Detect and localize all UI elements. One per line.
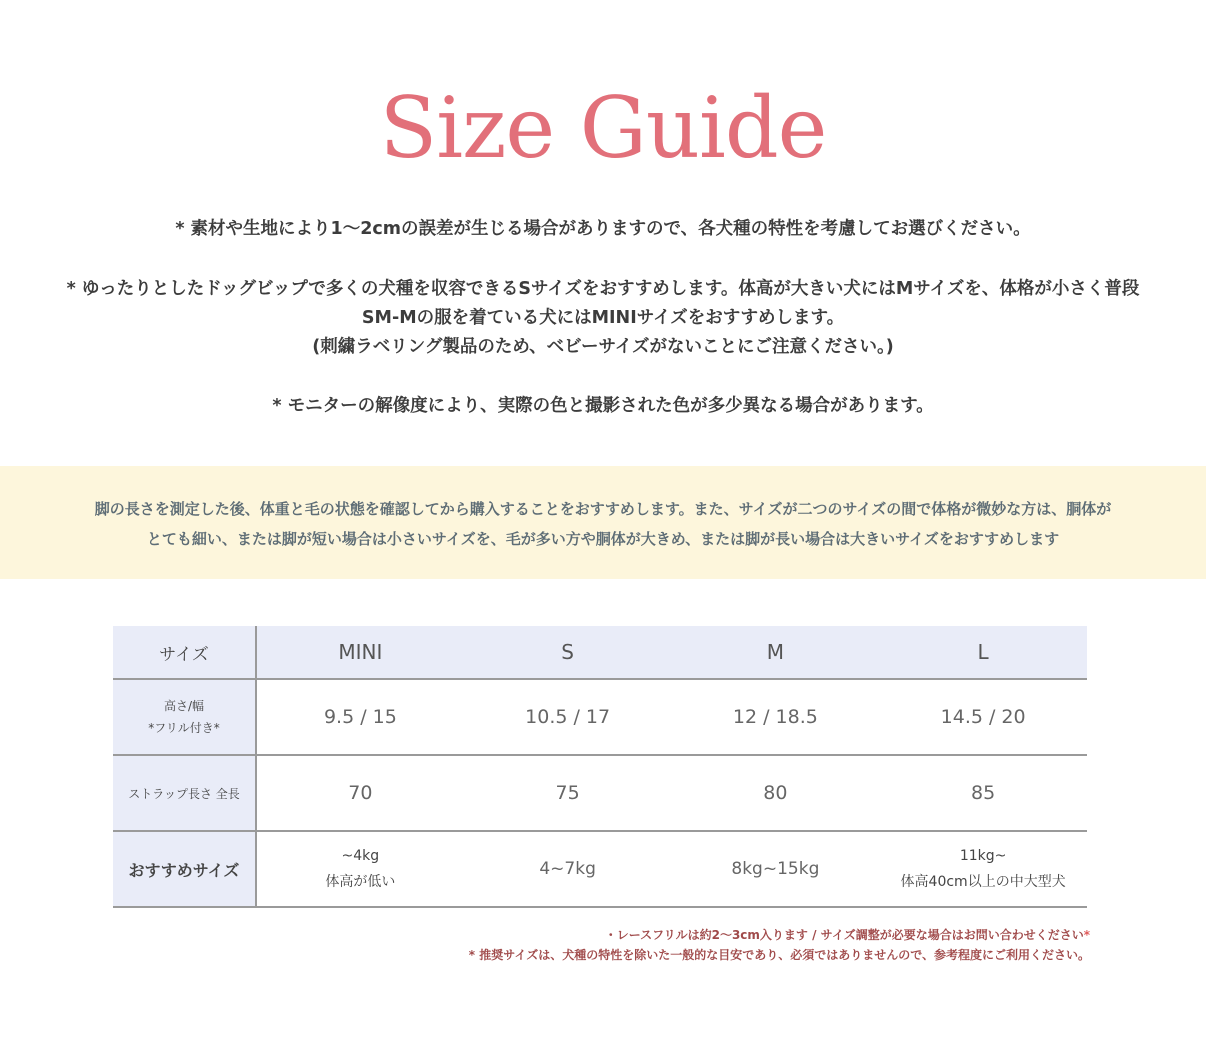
- table-cell: 14.5 / 20: [879, 679, 1087, 755]
- asterisk-mark: *: [1083, 928, 1090, 942]
- header-size-l: L: [879, 626, 1087, 679]
- row-label-height-width: [113, 679, 256, 755]
- table-cell: 80: [672, 755, 880, 831]
- cell-line: 8kg~15kg: [731, 859, 820, 879]
- table-cell: 9.5 / 15: [256, 679, 464, 755]
- table-row: [113, 679, 1087, 755]
- note-size-recommend-1: * ゆったりとしたドッグビップで多くの犬種を収容できるSサイズをおすすめします。体高が大きい犬にはMサイズを、体格が小さく普段: [66, 279, 1140, 299]
- cell-line: 4~7kg: [539, 859, 596, 879]
- table-header-row: [113, 626, 1087, 679]
- notes-block-1: [0, 215, 1206, 244]
- header-size-m: M: [672, 626, 880, 679]
- table-row: [113, 755, 1087, 831]
- table-cell: 10.5 / 17: [464, 679, 672, 755]
- table-cell: [672, 831, 880, 907]
- notes-block-3: [0, 392, 1206, 421]
- header-size-s: S: [464, 626, 672, 679]
- table-cell: 12 / 18.5: [672, 679, 880, 755]
- notes-block-2: [0, 275, 1206, 362]
- note-no-baby-size: (刺繍ラベリング製品のため、ベビーサイズがないことにご注意ください。): [312, 337, 894, 357]
- cell-line: 11kg~: [959, 848, 1007, 864]
- footnote-lace-frill: [605, 926, 1090, 943]
- cell-line: 体高40cm以上の中大型犬: [900, 874, 1066, 890]
- table-cell: [256, 831, 464, 907]
- cell-line: 体高が低い: [325, 874, 396, 890]
- page-title: Size Guide: [379, 79, 827, 177]
- cell-line: ~4kg: [341, 848, 380, 864]
- note-material-tolerance: * 素材や生地により1〜2cmの誤差が生じる場合がありますので、各犬種の特性を考慮してお選びください。: [175, 219, 1031, 239]
- note-monitor-color: * モニターの解像度により、実際の色と撮影された色が多少異なる場合があります。: [272, 396, 934, 416]
- header-size-label: サイズ: [113, 626, 256, 679]
- table-cell: 75: [464, 755, 672, 831]
- note-size-recommend-2: SM-Mの服を着ている犬にはMINIサイズをおすすめします。: [361, 308, 845, 328]
- banner-line-1: 脚の長さを測定した後、体重と毛の状態を確認してから購入することをおすすめします。また、サイズが二つのサイズの間で体格が微妙な方は、胴体が: [94, 500, 1112, 518]
- table-cell: 85: [879, 755, 1087, 831]
- banner-line-2: とても細い、または脚が短い場合は小さいサイズを、毛が多い方や胴体が大きめ、または脚が長い場合は大きいサイズをおすすめします: [146, 530, 1060, 548]
- table-row: [113, 831, 1087, 907]
- row-label-recommended: おすすめサイズ: [113, 831, 256, 907]
- row-label-line: 高さ/幅: [163, 699, 205, 713]
- footnote-text: ・レースフリルは約2〜3cm入ります / サイズ調整が必要な場合はお問い合わせください: [604, 928, 1084, 942]
- row-label-line: *フリル付き*: [148, 721, 220, 735]
- size-table: [113, 626, 1087, 908]
- footnote-recommended-size: * 推奨サイズは、犬種の特性を除いた一般的な目安であり、必須ではありませんので、参考程度にご利用ください。: [468, 948, 1090, 962]
- row-label-strap-length: ストラップ長さ 全長: [113, 755, 256, 831]
- table-cell: [879, 831, 1087, 907]
- header-size-mini: MINI: [256, 626, 464, 679]
- table-cell: 70: [256, 755, 464, 831]
- table-cell: [464, 831, 672, 907]
- advice-banner: [0, 466, 1206, 579]
